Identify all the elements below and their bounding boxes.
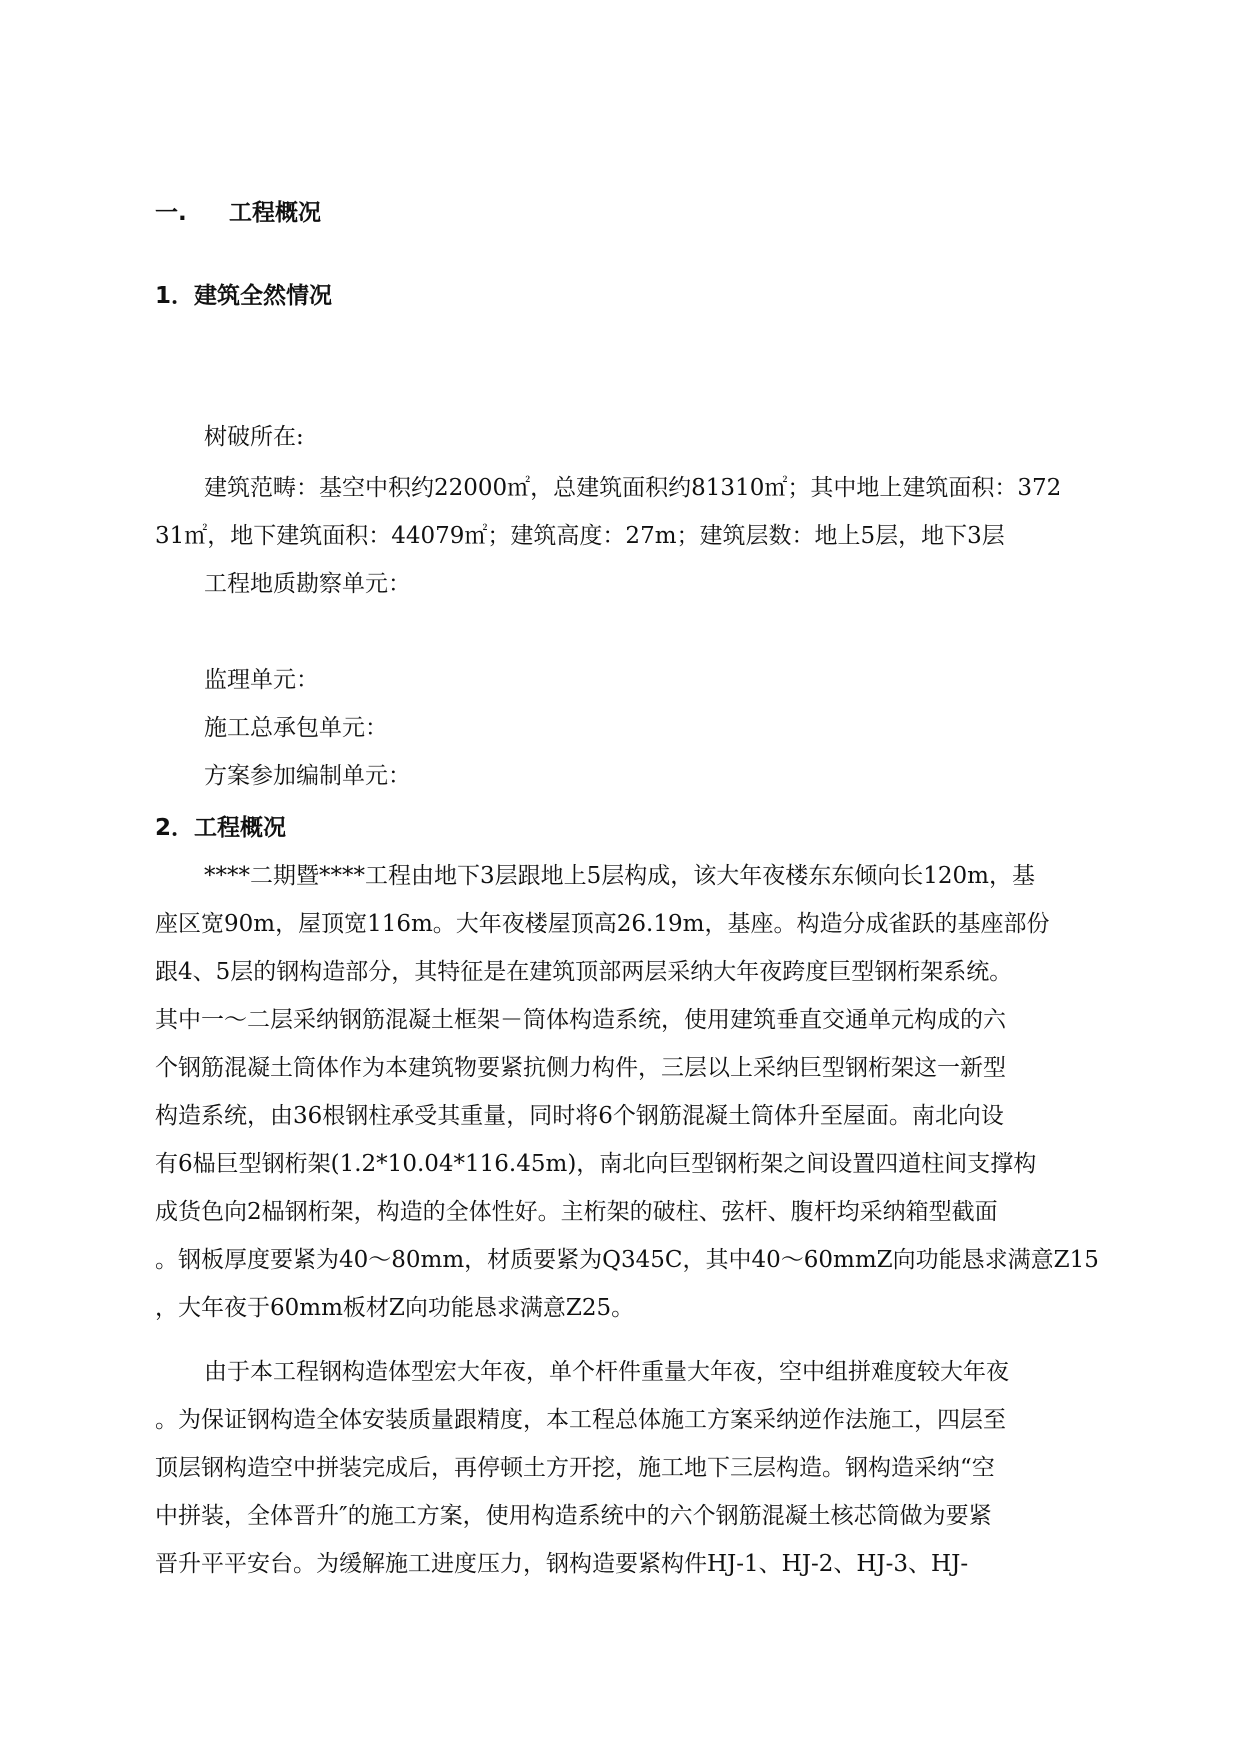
general-contractor-label: 施工总承包单元： [204, 715, 388, 741]
location-label: 树破所在: [204, 424, 304, 450]
paragraph-line: 有6榀巨型钢桁架(1.2*10.04*116.45m)，南北向巨型钢桁架之间设置四道柱间支撑构 [155, 1151, 1037, 1177]
subsection-title-overview: 2．工程概况 [155, 815, 287, 841]
paragraph-line: 构造系统，由36根钢柱承受其重量，同时将6个钢筋混凝土筒体升至屋面。南北向设 [155, 1103, 1004, 1129]
paragraph-line: 中拼装，全体晋升″的施工方案，使用构造系统中的六个钢筋混凝土核芯筒做为要紧 [155, 1503, 992, 1529]
paragraph-line: 晋升平平安台。为缓解施工进度压力，钢构造要紧构件HJ-1、HJ-2、HJ-3、HJ- [155, 1551, 969, 1577]
paragraph-line: 其中一～二层采纳钢筋混凝土框架－筒体构造系统，使用建筑垂直交通单元构成的六 [155, 1007, 1006, 1033]
scale-line-2: 31㎡，地下建筑面积：44079㎡；建筑高度：27m；建筑层数：地上5层，地下3层 [155, 523, 1005, 549]
supervision-unit-label: 监理单元： [204, 667, 319, 693]
paragraph-line: 座区宽90m，屋顶宽116m。大年夜楼屋顶高26.19m，基座。构造分成雀跃的基座部份 [155, 911, 1050, 937]
subsection-title-building: 1．建筑全然情况 [155, 283, 333, 309]
paragraph-line: ****二期暨****工程由地下3层跟地上5层构成，该大年夜楼东东倾向长120m，基 [204, 863, 1035, 889]
scale-line-1: 建筑范畴：基空中积约22000㎡，总建筑面积约81310㎡；其中地上建筑面积：372 [204, 475, 1062, 501]
paragraph-line: ，大年夜于60mm板材Z向功能恳求满意Z25。 [155, 1295, 635, 1321]
paragraph-line: 。钢板厚度要紧为40～80mm，材质要紧为Q345C，其中40～60mmZ向功能恳求满意Z15 [155, 1247, 1099, 1273]
paragraph-line: 成货色向2榀钢桁架，构造的全体性好。主桁架的破柱、弦杆、腹杆均采纳箱型截面 [155, 1199, 998, 1225]
section-title: 工程概况 [229, 200, 321, 226]
paragraph-line: 跟4、5层的钢构造部分，其特征是在建筑顶部两层采纳大年夜跨度巨型钢桁架系统。 [155, 959, 1013, 985]
paragraph-line: 个钢筋混凝土筒体作为本建筑物要紧抗侧力构件，三层以上采纳巨型钢桁架这一新型 [155, 1055, 1006, 1081]
paragraph-line: 。为保证钢构造全体安装质量跟精度，本工程总体施工方案采纳逆作法施工，四层至 [155, 1407, 1006, 1433]
survey-unit-label: 工程地质勘察单元： [204, 571, 411, 597]
plan-unit-label: 方案参加编制单元： [204, 763, 411, 789]
paragraph-line: 由于本工程钢构造体型宏大年夜，单个杆件重量大年夜，空中组拼难度较大年夜 [204, 1359, 1009, 1385]
paragraph-line: 顶层钢构造空中拼装完成后，再停顿土方开挖，施工地下三层构造。钢构造采纳“空 [155, 1455, 995, 1481]
section-number: 一. [155, 200, 187, 226]
